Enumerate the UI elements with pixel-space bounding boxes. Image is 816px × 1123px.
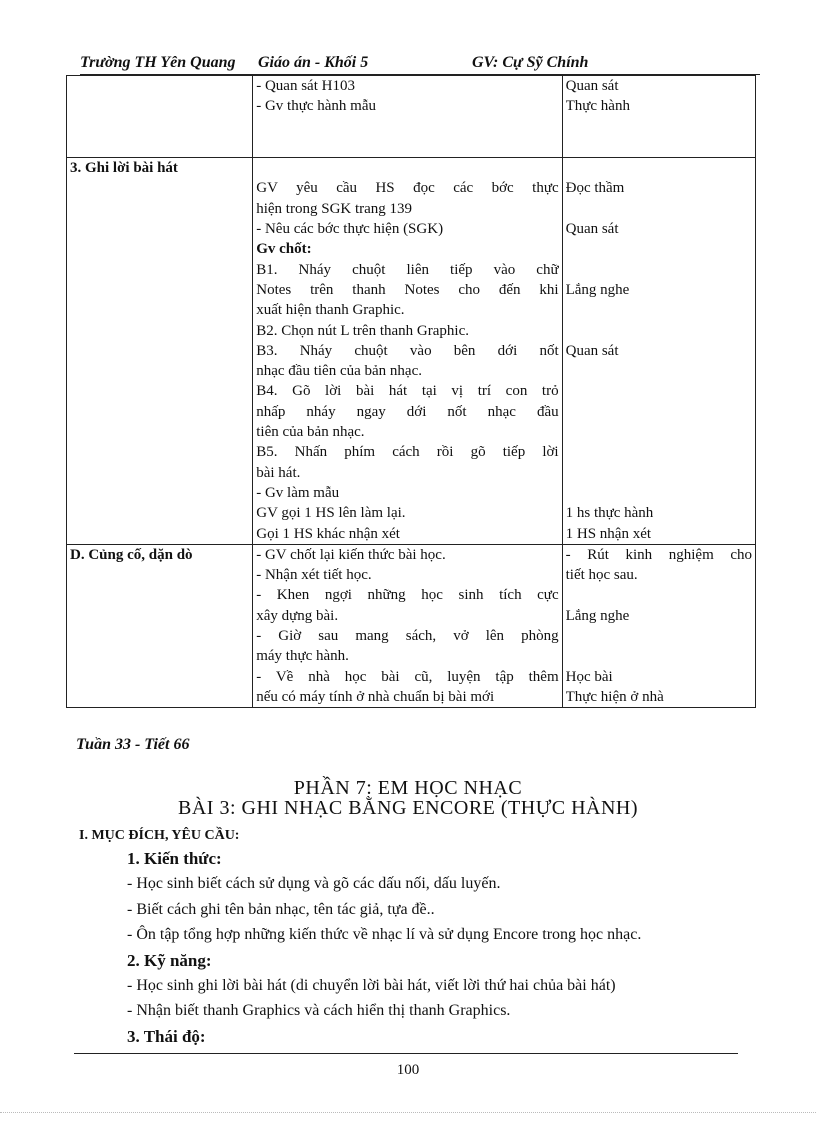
section-cell [67, 76, 253, 158]
response-line [566, 239, 752, 259]
activity-line [256, 158, 558, 178]
knowledge-item: - Ôn tập tổng hợp những kiến thức về nhạc lí và sử dụng Encore trong học nhạc. [127, 926, 642, 943]
table-row [67, 76, 756, 158]
activity-line: B5. Nhấn phím cách rồi gõ tiếp lời [256, 444, 559, 461]
activity-cell [253, 76, 562, 158]
activity-line: - Giờ sau mang sách, vở lên phòng [256, 628, 559, 645]
week-label: Tuần 33 - Tiết 66 [76, 736, 190, 753]
activity-line [256, 117, 558, 137]
header-plan: Giáo án - Khối 5 [258, 54, 369, 71]
page-bottom-border [0, 1112, 816, 1113]
knowledge-heading: 1. Kiến thức: [127, 849, 222, 868]
response-cell [562, 76, 755, 158]
lesson-activity-table [66, 75, 756, 708]
activity-line: B3. Nháy chuột vào bên dới nốt [256, 342, 559, 359]
activity-line: B4. Gõ lời bài hát tại vị trí con trỏ [256, 383, 559, 400]
activity-line: - Nhận xét tiết học. [256, 567, 372, 584]
response-line: Quan sát [565, 78, 619, 94]
response-line [566, 626, 752, 646]
activity-line: xuất hiện thanh Graphic. [256, 302, 405, 319]
response-line: Học bài [565, 668, 613, 685]
activity-line: - Nêu các bớc thực hiện (SGK) [256, 221, 444, 238]
activity-line: Gọi 1 HS khác nhận xét [256, 525, 400, 542]
activity-line: - Gv thực hành mẫu [256, 98, 376, 115]
page-header [80, 52, 760, 75]
activity-line: GV gọi 1 HS lên làm lại. [256, 505, 406, 522]
activity-line: bài hát. [256, 464, 301, 481]
response-line: 1 HS nhận xét [565, 525, 652, 542]
response-line: Lắng nghe [565, 607, 630, 624]
response-line [566, 158, 752, 178]
activity-line: xây dựng bài. [256, 607, 339, 624]
skills-heading: 2. Kỹ năng: [127, 951, 212, 970]
response-line: Quan sát [565, 221, 619, 238]
activity-line: - GV chốt lại kiến thức bài học. [256, 546, 446, 563]
response-line: Thực hành [565, 98, 630, 115]
response-line [566, 361, 752, 381]
section-title: D. Củng cố, dặn dò [70, 546, 193, 563]
header-school: Trường TH Yên Quang [80, 54, 236, 71]
activity-line: B2. Chọn nút L trên thanh Graphic. [256, 322, 469, 339]
part-title: PHẦN 7: EM HỌC NHẠC [293, 777, 523, 799]
response-line [566, 117, 752, 137]
response-cell [562, 158, 755, 545]
response-line [566, 402, 752, 422]
activity-line: - Khen ngợi những học sinh tích cực [256, 587, 559, 604]
response-line [566, 422, 752, 442]
skills-item: - Nhận biết thanh Graphics và cách hiển thị thanh Graphics. [127, 1002, 511, 1019]
lesson-title: BÀI 3: GHI NHẠC BẰNG ENCORE (THỰC HÀNH) [178, 797, 638, 819]
response-line [566, 483, 752, 503]
activity-line: hiện trong SGK trang 139 [256, 200, 413, 217]
activity-cell [253, 158, 562, 545]
activity-line: nếu có máy tính ở nhà chuẩn bị bài mới [256, 688, 495, 705]
activity-cell [253, 544, 562, 707]
section-title: 3. Ghi lời bài hát [70, 160, 178, 177]
response-line [566, 463, 752, 483]
activity-line: GV yêu cầu HS đọc các bớc thực [256, 180, 559, 197]
response-line: Lắng nghe [565, 281, 630, 298]
response-line [566, 585, 752, 605]
response-line [566, 442, 752, 462]
activity-line: - Về nhà học bài cũ, luyện tập thêm [256, 668, 559, 685]
response-line [566, 321, 752, 341]
response-line [566, 199, 752, 219]
activity-line: Notes trên thanh Notes cho đến khi [256, 281, 559, 298]
activity-line: Gv chốt: [256, 241, 312, 258]
response-line: - Rút kinh nghiệm cho [565, 546, 752, 563]
response-line: tiết học sau. [565, 567, 638, 584]
activity-line: tiên của bản nhạc. [256, 424, 365, 441]
response-line: Quan sát [565, 342, 619, 359]
activity-line [256, 137, 558, 157]
response-line [566, 260, 752, 280]
activity-line: nhấp nháy ngay dới nốt nhạc đầu [256, 403, 559, 420]
response-line [566, 300, 752, 320]
activity-line: - Gv làm mẫu [256, 484, 340, 501]
section-cell [67, 544, 253, 707]
objectives-heading: I. MỤC ĐÍCH, YÊU CẦU: [79, 828, 240, 843]
activity-line: nhạc đầu tiên của bản nhạc. [256, 363, 422, 380]
footer-rule [74, 1053, 738, 1054]
activity-line: - Quan sát H103 [256, 78, 355, 94]
response-cell [562, 544, 755, 707]
attitude-heading: 3. Thái độ: [127, 1027, 206, 1046]
activity-line: B1. Nháy chuột liên tiếp vào chữ [256, 261, 559, 278]
activity-line: máy thực hành. [256, 648, 349, 665]
skills-item: - Học sinh ghi lời bài hát (di chuyển lời bài hát, viết lời thứ hai chủa bài hát) [127, 977, 616, 994]
header-teacher: GV: Cự Sỹ Chính [472, 54, 589, 71]
table-row [67, 544, 756, 707]
response-line: 1 hs thực hành [565, 505, 654, 522]
section-cell [67, 158, 253, 545]
knowledge-item: - Biết cách ghi tên bản nhạc, tên tác giả, tựa đề.. [127, 901, 435, 918]
response-line [566, 646, 752, 666]
page-number: 100 [396, 1062, 420, 1078]
knowledge-item: - Học sinh biết cách sử dụng và gõ các dấu nối, dấu luyến. [127, 875, 501, 892]
response-line: Đọc thầm [565, 180, 625, 197]
response-line [566, 137, 752, 157]
table-row [67, 158, 756, 545]
response-line: Thực hiện ở nhà [565, 688, 664, 705]
response-line [566, 381, 752, 401]
